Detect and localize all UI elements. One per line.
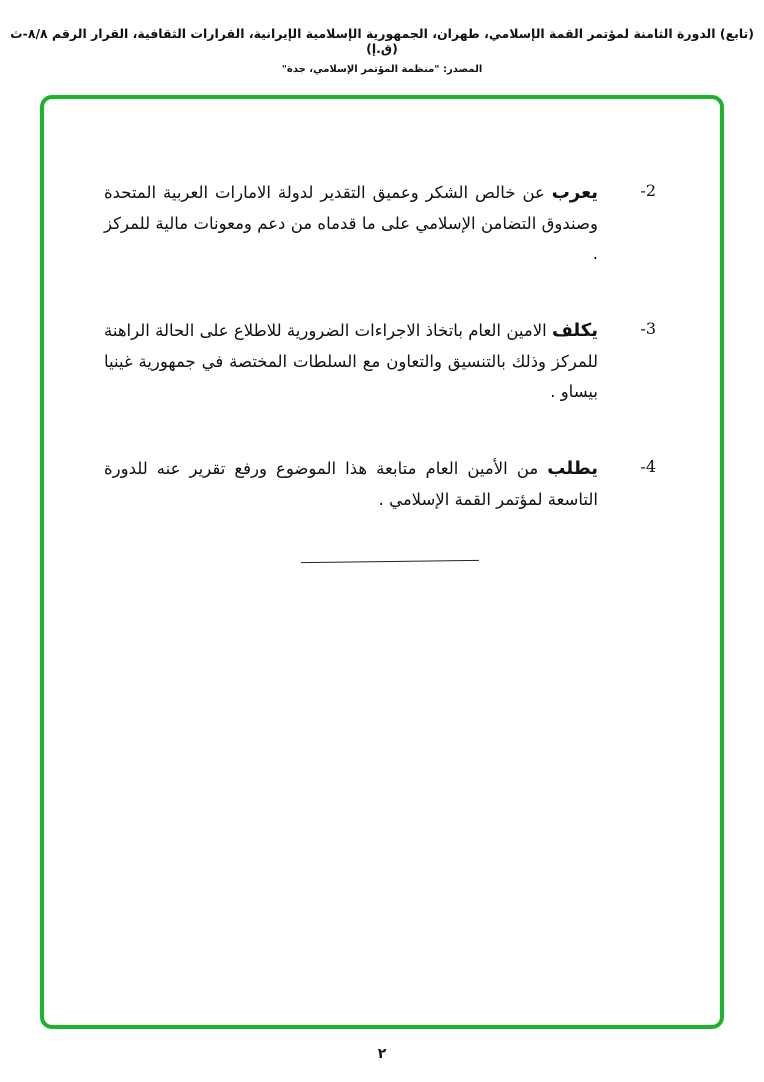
item-lead-word: يكلف [551, 319, 598, 341]
item-body: من الأمين العام متابعة هذا الموضوع ورفع تقرير عنه للدورة التاسعة لمؤتمر القمة الإسلامي . [104, 458, 598, 509]
item-body: عن خالص الشكر وعميق التقدير لدولة الامارات العربية المتحدة وصندوق التضامن الإسلامي على ما قدماه من دعم ومعونات مالية للمركز . [104, 183, 598, 264]
green-border-frame [40, 95, 724, 1029]
item-number: 2- [640, 181, 656, 200]
item-text [104, 453, 598, 515]
page-number: ٢ [377, 1046, 387, 1062]
resolution-content [44, 99, 720, 562]
resolution-item-3 [104, 315, 656, 407]
header-title: (تابع) الدورة الثامنة لمؤتمر القمة الإسلامي، طهران، الجمهورية الإسلامية الإيرانية، القرارات الثقافية، القرار الرقم ٨/٨-ث (ق.إ) [10, 26, 754, 56]
item-lead-word: يطلب [547, 457, 598, 479]
document-header [0, 0, 764, 75]
item-number: 4- [640, 456, 656, 476]
resolution-item-2 [104, 177, 656, 269]
item-body: الامين العام باتخاذ الاجراءات الضرورية للاطلاع على الحالة الراهنة للمركز وذلك بالتنسيق والتعاون مع السلطات المختصة في جمهورية غينيا بيساو . [104, 320, 598, 401]
header-source: المصدر: "منظمة المؤتمر الإسلامي، جدة" [281, 64, 483, 75]
resolution-item-4 [104, 453, 656, 515]
item-lead-word: يعرب [551, 182, 598, 203]
item-number: 3- [640, 318, 656, 338]
item-text [104, 315, 598, 407]
separator-line [301, 560, 479, 563]
item-text [104, 177, 598, 269]
